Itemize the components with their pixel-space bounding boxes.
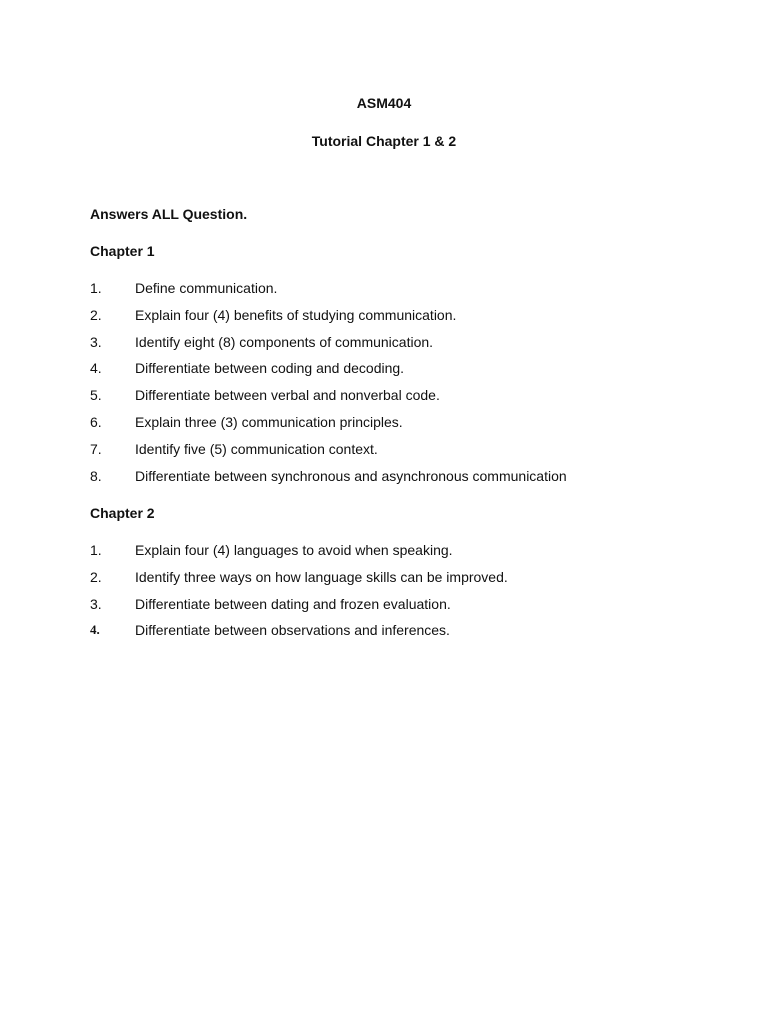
question-text: Explain four (4) benefits of studying communication. [135, 306, 457, 323]
question-number: 8. [90, 467, 102, 484]
question-number: 1. [90, 280, 102, 296]
question-text: Differentiate between verbal and nonverbal code. [135, 387, 440, 404]
question-item [90, 306, 567, 333]
question-number: 3. [90, 595, 102, 612]
question-item [90, 333, 567, 360]
question-text: Define communication. [135, 280, 278, 296]
question-item [90, 568, 508, 595]
instruction-text: Answers ALL Question. [90, 206, 248, 222]
question-text: Identify three ways on how language skills can be improved. [135, 568, 508, 585]
question-number: 7. [90, 440, 102, 457]
question-text: Differentiate between synchronous and asynchronous communication [135, 467, 567, 484]
question-item [90, 467, 567, 494]
chapter-1-question-list [90, 279, 567, 493]
question-number: 3. [90, 333, 102, 350]
question-number: 2. [90, 568, 102, 585]
question-number: 1. [90, 542, 102, 558]
question-item [90, 541, 508, 568]
question-item [90, 279, 567, 306]
question-text: Differentiate between observations and inferences. [135, 622, 450, 639]
question-item [90, 440, 567, 467]
question-number: 4. [90, 360, 102, 377]
question-text: Differentiate between dating and frozen evaluation. [135, 595, 451, 612]
chapter-1-heading: Chapter 1 [90, 243, 155, 259]
tutorial-title: Tutorial Chapter 1 & 2 [311, 133, 457, 149]
question-text: Differentiate between coding and decoding. [135, 360, 405, 377]
question-number: 4. [90, 622, 100, 638]
question-text: Explain three (3) communication principles. [135, 413, 403, 430]
course-code: ASM404 [356, 95, 412, 111]
question-text: Identify five (5) communication context. [135, 440, 378, 457]
question-number: 6. [90, 413, 102, 430]
chapter-2-question-list [90, 541, 508, 648]
question-number: 2. [90, 306, 102, 323]
question-item [90, 595, 508, 622]
question-text: Identify eight (8) components of communication. [135, 333, 434, 350]
question-item [90, 621, 508, 648]
question-text: Explain four (4) languages to avoid when speaking. [135, 542, 453, 558]
question-number: 5. [90, 387, 102, 404]
question-item [90, 359, 567, 386]
question-item [90, 413, 567, 440]
question-item [90, 386, 567, 413]
chapter-2-heading: Chapter 2 [90, 505, 155, 521]
